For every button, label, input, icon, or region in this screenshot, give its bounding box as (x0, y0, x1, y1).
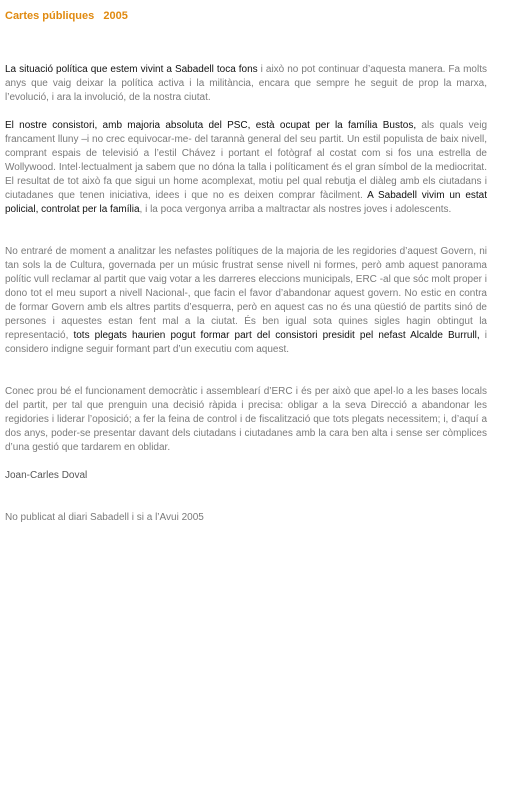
paragraph-2-tail: , i la poca vergonya arriba a maltractar als nostres joves i adolescents. (139, 204, 452, 215)
paragraph-1-body: i això no pot continuar d’aquesta manera. Fa molts anys que vaig deixar la política activa i la militància, encara que sempre he seguit de prop la marxa, l’evolució, i ara la involució, de la nostra ciutat. (5, 64, 487, 103)
paragraph-2-emphasis: A Sabadell vivim un estat policial, controlat per la família (5, 190, 487, 215)
publication-note: No publicat al diari Sabadell i si a l’Avui 2005 (5, 512, 204, 523)
paragraph-2-body: als quals veig francament lluny –i no crec equivocar-me- del tarannà general del seu partit. Un estil populista de baix nivell, comprant espais de televisió a l’estil Chávez i portant el fotògraf al costat com si fos una estrella de Wollywood. Intel·lectualment ja sabem que no dóna la talla i políticament és el gran símbol de la mediocritat. El resultat de tot això fa que sigui un home acomplexat, motiu pel qual rebutja el diàleg amb els ciutadans i ciutadanes que tenen iniciativa, idees i que no es deixen comprar fàcilment. (5, 120, 487, 201)
paragraph-3-emphasis: tots plegats haurien pogut formar part del consistori presidit pel nefast Alcalde Burrull, (73, 330, 480, 341)
paragraph-3-body: No entraré de moment a analitzar les nefastes polítiques de la majoria de les regidories d’aquest Govern, ni tan sols la de Cultura, governada per un músic frustrat sense nivell ni formes, però amb aquest panorama polític vull reclamar al partit que vaig votar a les darreres eleccions municipals, ERC -al que sóc molt proper i dono tot el meu suport a nivell Nacional-, que facin el favor d’abandonar aquest govern. No estic en contra de formar Govern amb els altres partits d’esquerra, però en aquest cas no és una qüestió de partits sinó de persones i aquestes estan fent mal a la ciutat. És ben igual sota quines sigles hagin obtingut la representació, (5, 246, 487, 341)
paragraph-3-tail: i considero indigne seguir formant part d’un executiu com aquest. (5, 330, 487, 355)
paragraph-3 (5, 245, 487, 357)
paragraph-4 (5, 385, 487, 455)
author-signature: Joan-Carles Doval (5, 470, 88, 481)
paragraph-1 (5, 63, 487, 105)
paragraph-2-lead: El nostre consistori, amb majoria absoluta del PSC, està ocupat per la família Bustos, (5, 120, 417, 131)
paragraph-4-body: Conec prou bé el funcionament democràtic i assemblearí d’ERC i és per això que apel·lo a les bases locals del partit, per tal que prenguin una decisió ràpida i precisa: obligar a la seva Direcció a abandonar les regidories i liderar l’oposició; a fer la feina de control i de fiscalització que tots plegats necessitem; i, d’aquí a dos anys, poder-se presentar davant dels ciutadans i ciutadanes amb la cara ben alta i sense ser còmplices d’una gestió que tardarem en oblidar. (5, 386, 487, 453)
page-title: Cartes públiques 2005 (5, 10, 128, 22)
paragraph-2 (5, 119, 487, 217)
paragraph-1-lead: La situació política que estem vivint a Sabadell toca fons (5, 64, 258, 75)
